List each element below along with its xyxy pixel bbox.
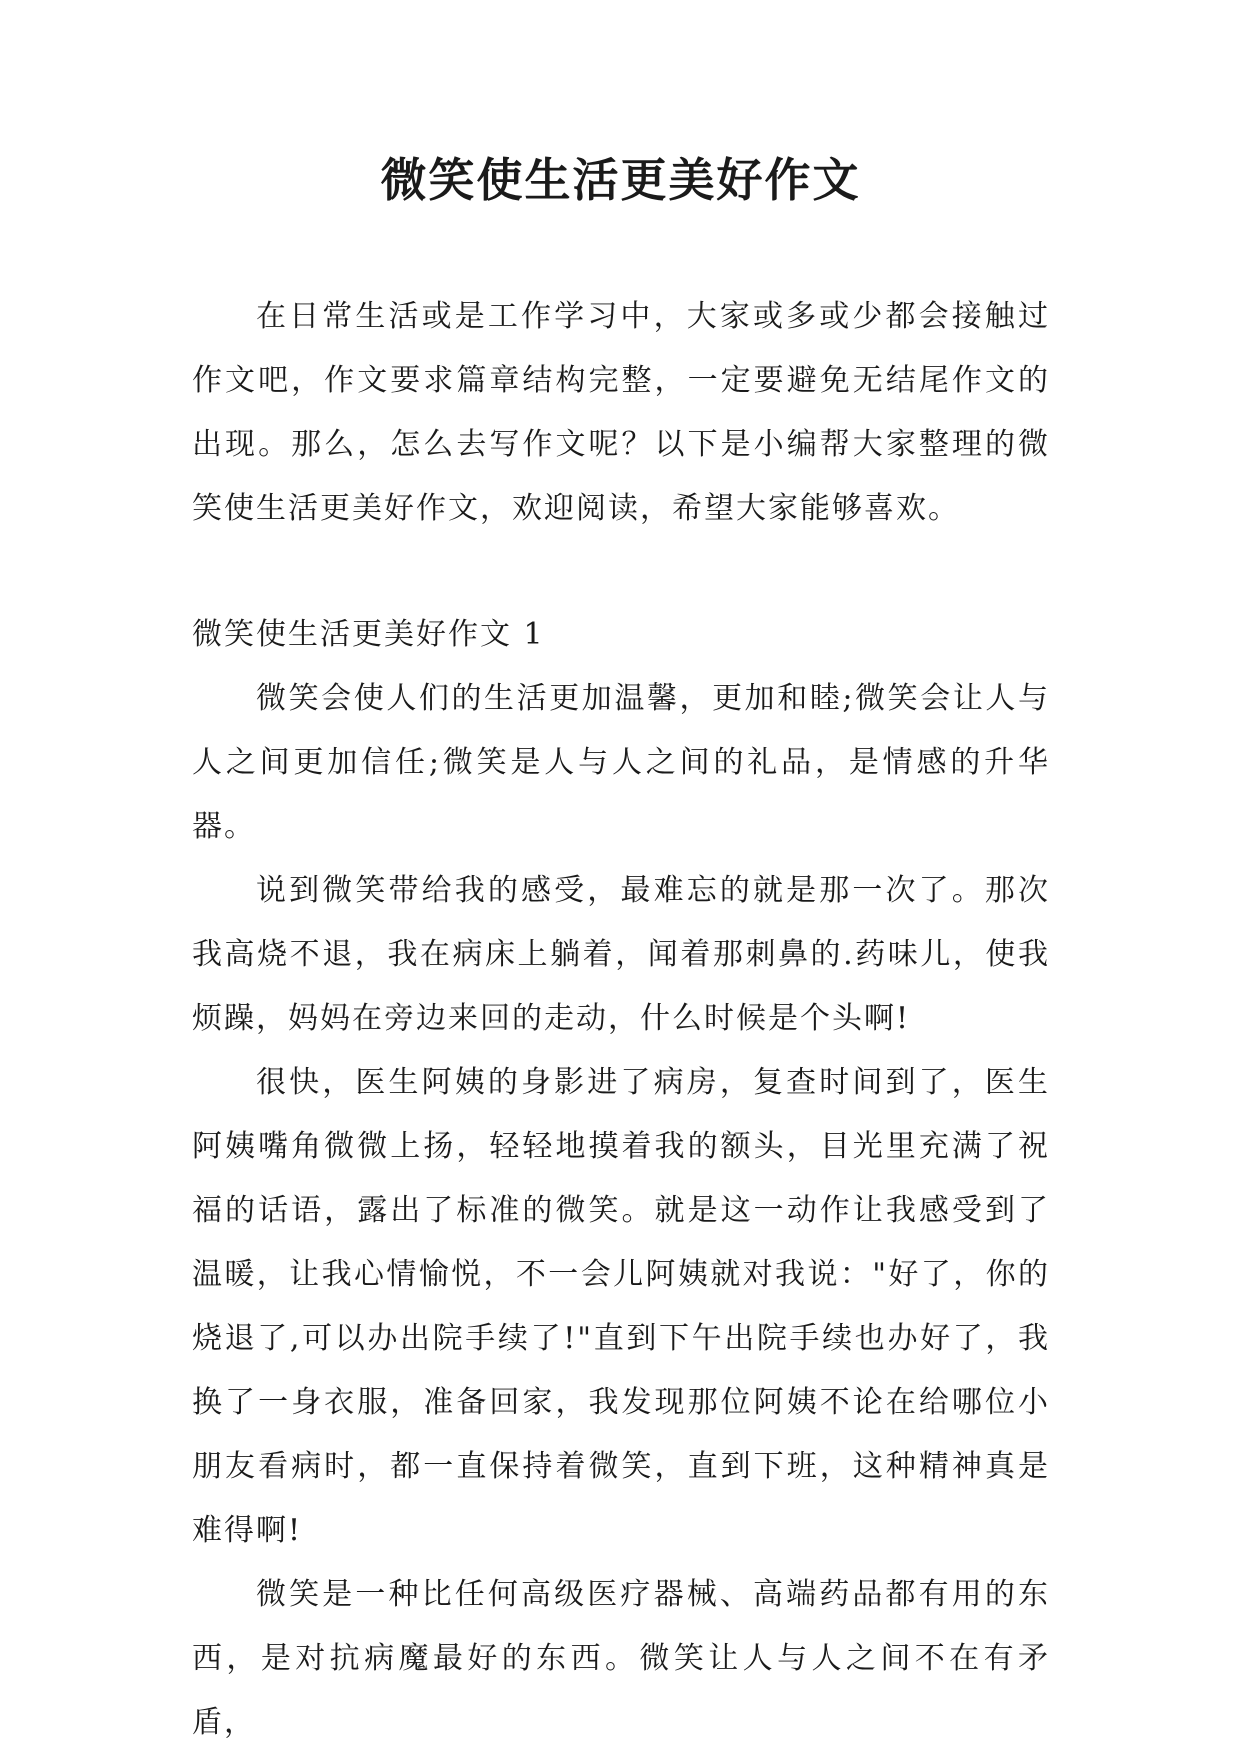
body-paragraph: 说到微笑带给我的感受，最难忘的就是那一次了。那次我高烧不退，我在病床上躺着，闻着那刺鼻的.药味儿，使我烦躁，妈妈在旁边来回的走动，什么时候是个头啊! bbox=[192, 873, 1050, 1036]
body-paragraph: 微笑会使人们的生活更加温馨，更加和睦;微笑会让人与人之间更加信任;微笑是人与人之间的礼品，是情感的升华器。 bbox=[192, 681, 1050, 844]
body-paragraph: 很快，医生阿姨的身影进了病房，复查时间到了，医生阿姨嘴角微微上扬，轻轻地摸着我的额头，目光里充满了祝福的话语，露出了标准的微笑。就是这一动作让我感受到了温暖，让我心情愉悦，不一会儿阿姨就对我说："好了，你的烧退了,可以办出院手续了!"直到下午出院手续也办好了，我换了一身衣服，准备回家，我发现那位阿姨不论在给哪位小朋友看病时，都一直保持着微笑，直到下班，这种精神真是难得啊! bbox=[192, 1065, 1050, 1548]
section-heading: 微笑使生活更美好作文 1 bbox=[192, 617, 545, 652]
document-title: 微笑使生活更美好作文 bbox=[380, 153, 861, 207]
document-body bbox=[192, 285, 1050, 1755]
intro-paragraph: 在日常生活或是工作学习中，大家或多或少都会接触过作文吧，作文要求篇章结构完整，一定要避免无结尾作文的出现。那么，怎么去写作文呢？以下是小编帮大家整理的微笑使生活更美好作文，欢迎阅读，希望大家能够喜欢。 bbox=[192, 299, 1050, 526]
body-paragraph: 微笑是一种比任何高级医疗器械、高端药品都有用的东西，是对抗病魔最好的东西。微笑让人与人之间不在有矛盾， bbox=[192, 1577, 1050, 1740]
